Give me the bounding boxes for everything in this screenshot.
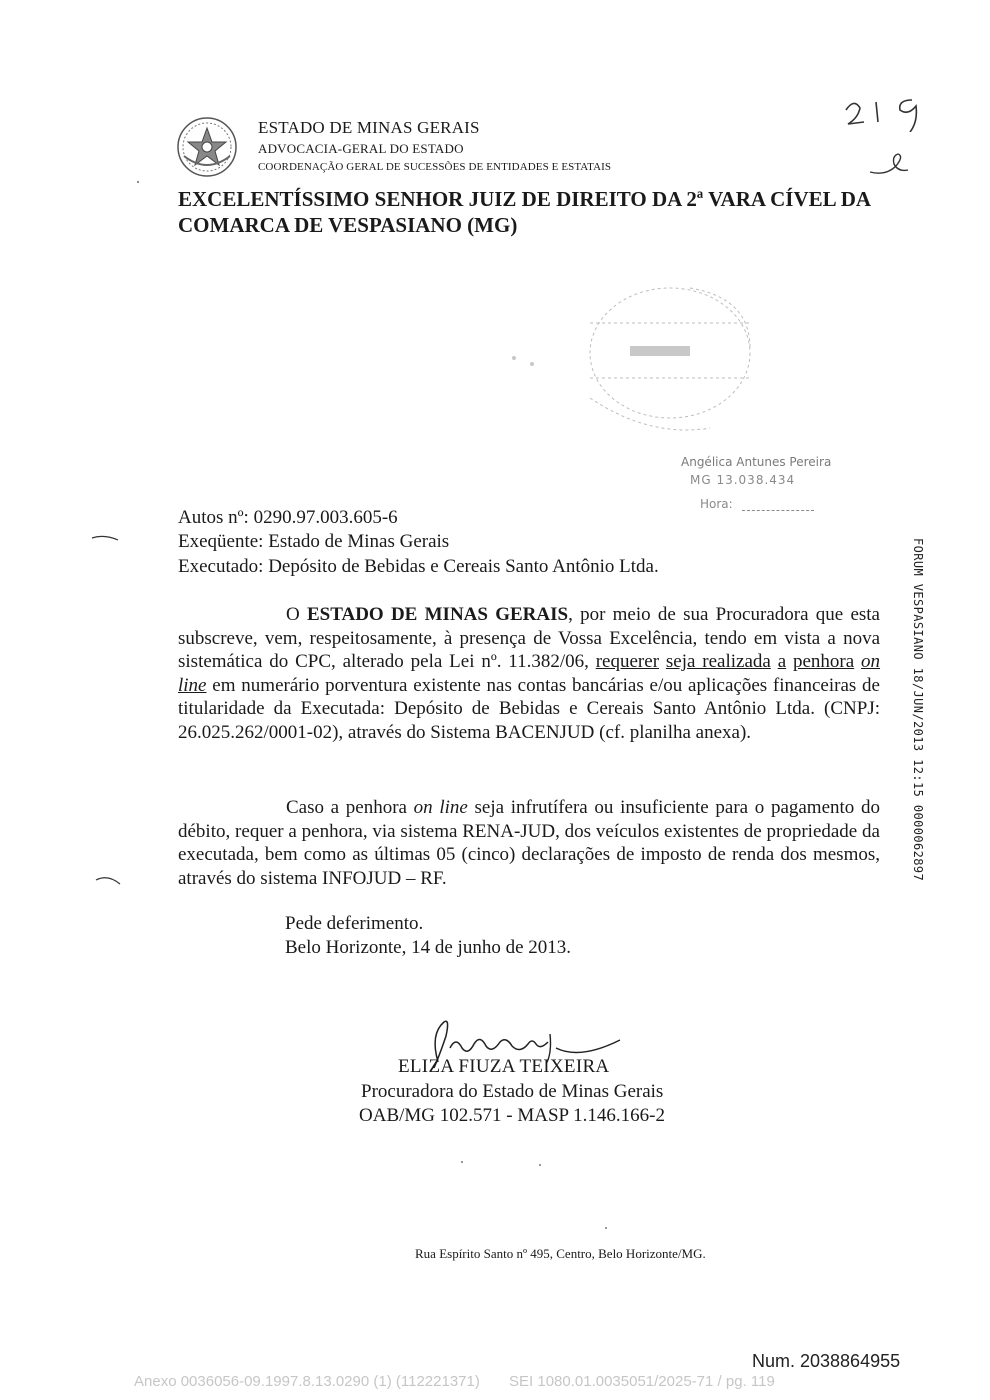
p1-italic-line: line: [178, 674, 207, 696]
p1-space: [659, 651, 666, 672]
case-exequente: Exeqüente: Estado de Minas Gerais: [178, 531, 450, 552]
addressee-line-2: COMARCA DE VESPASIANO (MG): [178, 213, 518, 237]
p1-underline-a: a: [777, 651, 787, 672]
protocol-stamp: [905, 538, 925, 882]
p1-space: [786, 651, 793, 672]
receipt-stamp-icon: [500, 278, 770, 448]
p1-underline-penhora: penhora: [792, 651, 855, 672]
closing-request: Pede deferimento.: [285, 913, 424, 934]
addressee-line-1: EXCELENTÍSSIMO SENHOR JUIZ DE DIREITO DA 2ª VARA CÍVEL DA: [178, 187, 872, 211]
header-agency: ADVOCACIA-GERAL DO ESTADO: [258, 141, 464, 156]
p1-lead: O: [286, 604, 307, 625]
handwritten-initial-mark: [868, 150, 910, 176]
receipt-stamp-hora-line: [742, 510, 814, 511]
p1-italic-on: on: [861, 651, 881, 672]
receipt-stamp-registration: MG 13.038.434: [690, 473, 796, 487]
p2-text-2: seja infrutífera ou insuficiente para o pagamento do débito, requer a penhora, via sistema RENA-JUD, dos veículos existentes de propriedade da executada, bem como as últimas 05 (cinco) declarações de imposto de renda dos mesmos, através do sistema INFOJUD – RF.: [178, 797, 880, 889]
signatory-role: Procuradora do Estado de Minas Gerais: [361, 1081, 664, 1102]
signatory-credentials: OAB/MG 102.571 - MASP 1.146.166-2: [359, 1105, 665, 1126]
header-department: COORDENAÇÃO GERAL DE SUCESSÕES DE ENTIDADES E ESTATAIS: [258, 161, 612, 173]
protocol-stamp-text: FORUM VESPASIANO 18/JUN/2013 12:15 0000062897: [911, 538, 925, 882]
coat-of-arms-icon: [176, 116, 238, 178]
case-autos: Autos nº: 0290.97.003.605-6: [178, 507, 398, 528]
paragraph-request-penhora: [178, 603, 880, 744]
annex-reference: Anexo 0036056-09.1997.8.13.0290 (1) (112221371) SEI 1080.01.0035051/2025-71 / pg. 119: [134, 1373, 775, 1390]
addressee: [178, 186, 898, 238]
case-executado: Executado: Depósito de Bebidas e Cereais Santo Antônio Ltda.: [178, 556, 659, 577]
p1-text-2: em numerário porventura existente nas contas bancárias e/ou aplicações financeiras de titularidade da Executada: Depósito de Bebidas e Cereais Santo Antônio Ltda. (CNPJ: 26.025.262/0001-02), através do Sistema BACENJUD (cf. planilha anexa).: [178, 674, 880, 743]
p1-space: [771, 651, 778, 672]
signatory-name: ELIZA FIUZA TEIXEIRA: [398, 1056, 610, 1077]
handwritten-page-number: [842, 92, 932, 132]
p1-underline-seja: seja realizada: [665, 651, 771, 672]
receipt-stamp-name: Angélica Antunes Pereira: [681, 455, 832, 469]
document-number: Num. 2038864955: [752, 1351, 901, 1371]
p1-bold-state: ESTADO DE MINAS GERAIS: [306, 604, 569, 625]
p2-italic-online: on line: [413, 797, 468, 818]
receipt-stamp-hora-label: Hora:: [700, 497, 733, 511]
footer-address: Rua Espírito Santo nº 495, Centro, Belo Horizonte/MG.: [415, 1246, 706, 1261]
p2-text-1: Caso a penhora: [286, 797, 414, 818]
paragraph-subsidiary-request: [178, 796, 880, 890]
closing-place-date: Belo Horizonte, 14 de junho de 2013.: [285, 937, 572, 958]
p1-text-1: , por meio de sua Procuradora que esta subscreve, vem, respeitosamente, à presença de Vossa Excelência, tendo em vista a nova sistemática do CPC, alterado pela Lei nº. 11.382/06,: [178, 604, 880, 672]
header-state: ESTADO DE MINAS GERAIS: [258, 118, 480, 137]
p1-underline-requerer: requerer: [595, 651, 660, 672]
